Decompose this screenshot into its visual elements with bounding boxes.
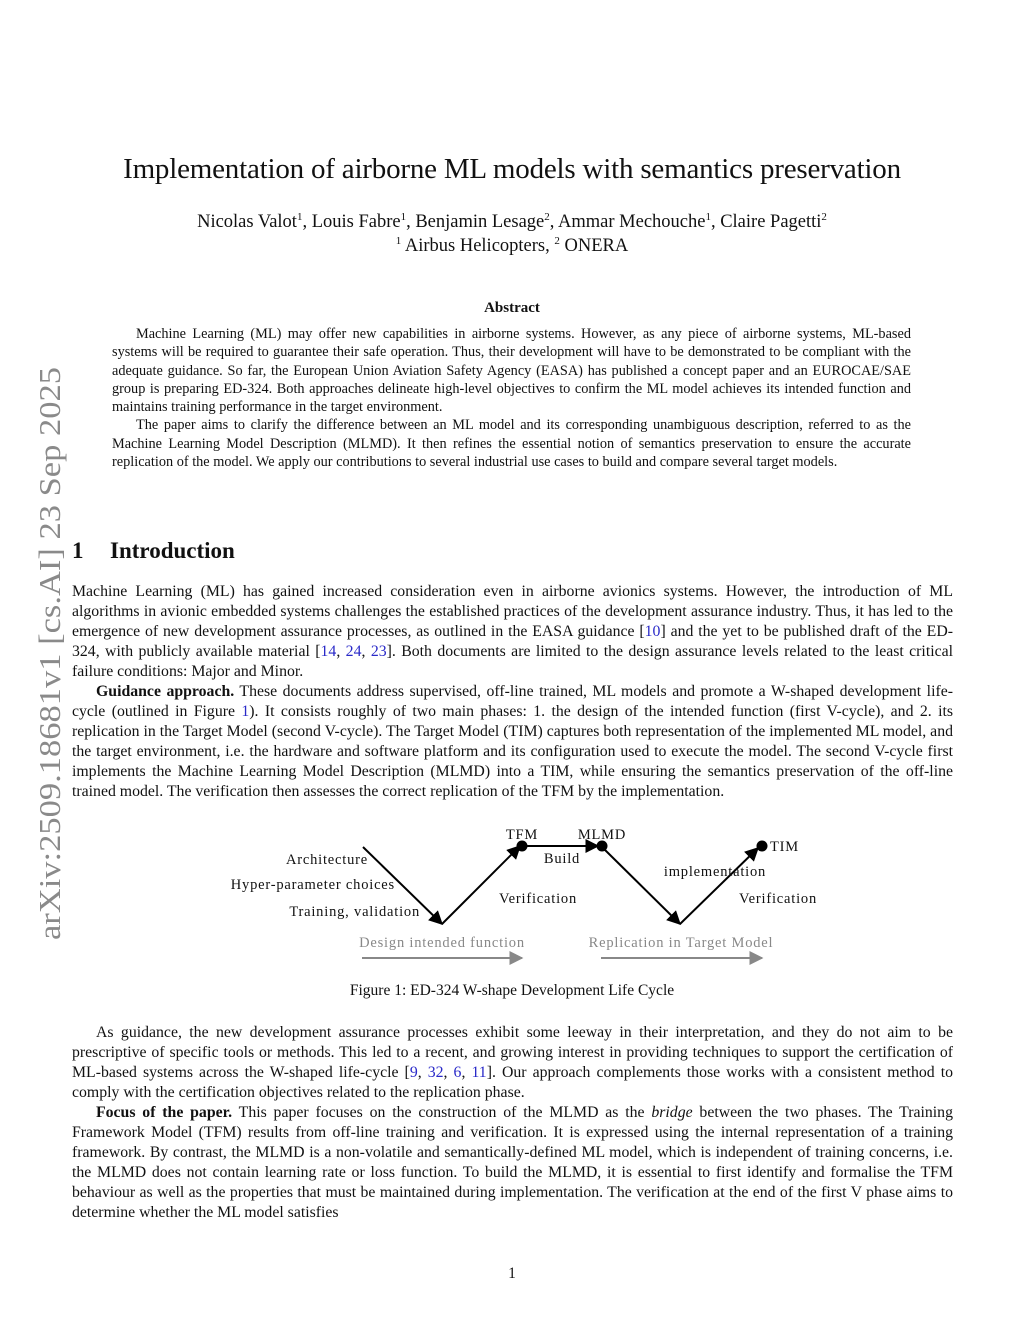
body-continued <box>72 1023 953 1223</box>
label-implementation: implementation <box>663 864 767 880</box>
paragraph-lead: Focus of the paper. <box>96 1104 233 1121</box>
citation-link[interactable]: 10 <box>644 623 661 640</box>
figure-link[interactable]: 1 <box>241 703 250 720</box>
citation-link[interactable]: 14 <box>320 643 337 660</box>
body-paragraph: Guidance approach. These documents address supervised, off-line trained, ML models and promote a W-shaped development life-cycle (outlined in Figure 1). It consists roughly of two main phases: 1. the design of the intended function (first V-cycle), and 2. its replication in the Target Model (second V-cycle). The Target Model (TIM) captures both representation of the implemented ML model, and the target environment, i.e. the hardware and software platform and its configuration used to execute the model. The second V-cycle first implements the Machine Learning Model Description (MLMD) into a TIM, while ensuring the semantics preservation of the off-line trained model. The verification then assesses the correct replication of the TFM by the implementation. <box>72 683 953 800</box>
paper-title: Implementation of airborne ML models with semantics preservation <box>123 153 901 185</box>
author-name: Louis Fabre$^1$, <box>311 211 416 232</box>
label-build: Build <box>543 851 581 867</box>
body-paragraph: As guidance, the new development assurance processes exhibit some leeway in their interpretation, and they do not aim to be prescriptive of specific tools or methods. This led to a recent, and growing interest in providing techniques to support the certification of ML-based systems across the W-shaped life-cycle [9, 32, 6, 11]. Our approach complements those works with a consistent method to comply with the certification objectives related to the replication phase. <box>72 1024 954 1101</box>
citation-link[interactable]: 6 <box>453 1064 462 1081</box>
section-number: 1 <box>72 538 84 563</box>
section-title: Introduction <box>110 538 235 563</box>
citation-link[interactable]: 11 <box>471 1064 487 1081</box>
citation-link[interactable]: 9 <box>409 1064 418 1081</box>
w-shape-diagram <box>180 820 844 970</box>
label-tfm: TFM <box>505 827 539 843</box>
label-mlmd: MLMD <box>577 827 627 843</box>
abstract-heading: Abstract <box>484 300 540 316</box>
author-name: Claire Pagetti$^2$ <box>720 211 827 232</box>
body-paragraph: Focus of the paper. This paper focuses on the construction of the MLMD as the bridge between the two phases. The Training Framework Model (TFM) results from off-line training and verification. It is expressed using the internal representation of a training framework. By contrast, the MLMD is a non-volatile and semantically-defined ML model, which is independent of training concerns, i.e. the MLMD does not contain learning rate or loss function. To build the MLMD, it is essential to first identify and formalise the TFM behaviour as well as the properties that must be maintained during implementation. The verification at the end of the first V phase aims to determine whether the ML model satisfies <box>72 1104 953 1221</box>
author-name: Nicolas Valot$^1$, <box>197 211 312 232</box>
arxiv-watermark <box>8 365 70 940</box>
w-ascent-2 <box>680 848 758 924</box>
citation-link[interactable]: 23 <box>370 643 387 660</box>
abstract-paragraph: The paper aims to clarify the difference between an ML model and its corresponding unambiguous description, referred to as the Machine Learning Model Description (MLMD). It then refines the essential notion of semantics preservation to ensure the accurate replication of the model. We apply our contributions to several industrial use cases to build and compare several target models. <box>112 417 911 471</box>
phase-design-label: Design intended function <box>359 935 525 951</box>
label-verification-1: Verification <box>498 891 578 907</box>
affiliation: $^1$ Airbus Helicopters, <box>395 235 555 256</box>
author-name: Benjamin Lesage$^2$, <box>415 211 559 232</box>
label-hyper-parameter: Hyper-parameter choices <box>230 877 395 893</box>
figure-caption: Figure 1: ED-324 W-shape Development Life Cycle <box>349 982 675 999</box>
tim-node <box>757 841 768 852</box>
abstract-body <box>112 325 911 471</box>
label-training: Training, validation <box>289 904 420 920</box>
w-ascent-1 <box>442 846 520 924</box>
author-name: Ammar Mechouche$^1$, <box>558 211 721 232</box>
citation-link[interactable]: 24 <box>345 643 362 660</box>
body-paragraph: Machine Learning (ML) has gained increased consideration even in airborne avionics systems. However, the introduction of ML algorithms in avionic embedded systems challenges the established practices of the development assurance industry. Thus, it has led to the emergence of new development assurance processes, as outlined in the EASA guidance [10] and the yet to be published draft of the ED-324, with publicly available material [14, 24, 23]. Both documents are limited to the design assurance levels related to the least critical failure conditions: Major and Minor. <box>72 583 954 680</box>
affiliation: $^2$ ONERA <box>554 235 629 256</box>
intro-body <box>72 582 953 802</box>
phase-replication-label: Replication in Target Model <box>588 935 774 951</box>
abstract-paragraph: Machine Learning (ML) may offer new capabilities in airborne systems. However, as any piece of airborne systems, ML-based systems will be required to guarantee their safe operation. Thus, their development will have to be demonstrated to be compliant with the adequate guidance. So far, the European Union Aviation Safety Agency (EASA) has published a concept paper and an EUROCAE/SAE group is preparing ED-324. Both approaches delineate high-level objectives to confirm the ML model achieves its intended function and maintains training performance in the target environment. <box>112 326 911 416</box>
section-heading <box>72 538 235 564</box>
citation-link[interactable]: 32 <box>427 1064 444 1081</box>
paragraph-lead: Guidance approach. <box>96 683 235 700</box>
label-tim: TIM <box>770 839 799 855</box>
label-architecture: Architecture <box>285 852 368 868</box>
label-verification-2: Verification <box>738 891 818 907</box>
author-list <box>0 210 1024 234</box>
arxiv-watermark-text: arXiv:2509.18681v1 [cs.AI] 23 Sep 2025 <box>32 425 67 940</box>
affiliation-list <box>0 234 1024 258</box>
emphasis: bridge <box>651 1104 693 1121</box>
page-number: 1 <box>508 1265 516 1282</box>
w-descent-2 <box>602 847 680 924</box>
author-block <box>0 210 1024 258</box>
